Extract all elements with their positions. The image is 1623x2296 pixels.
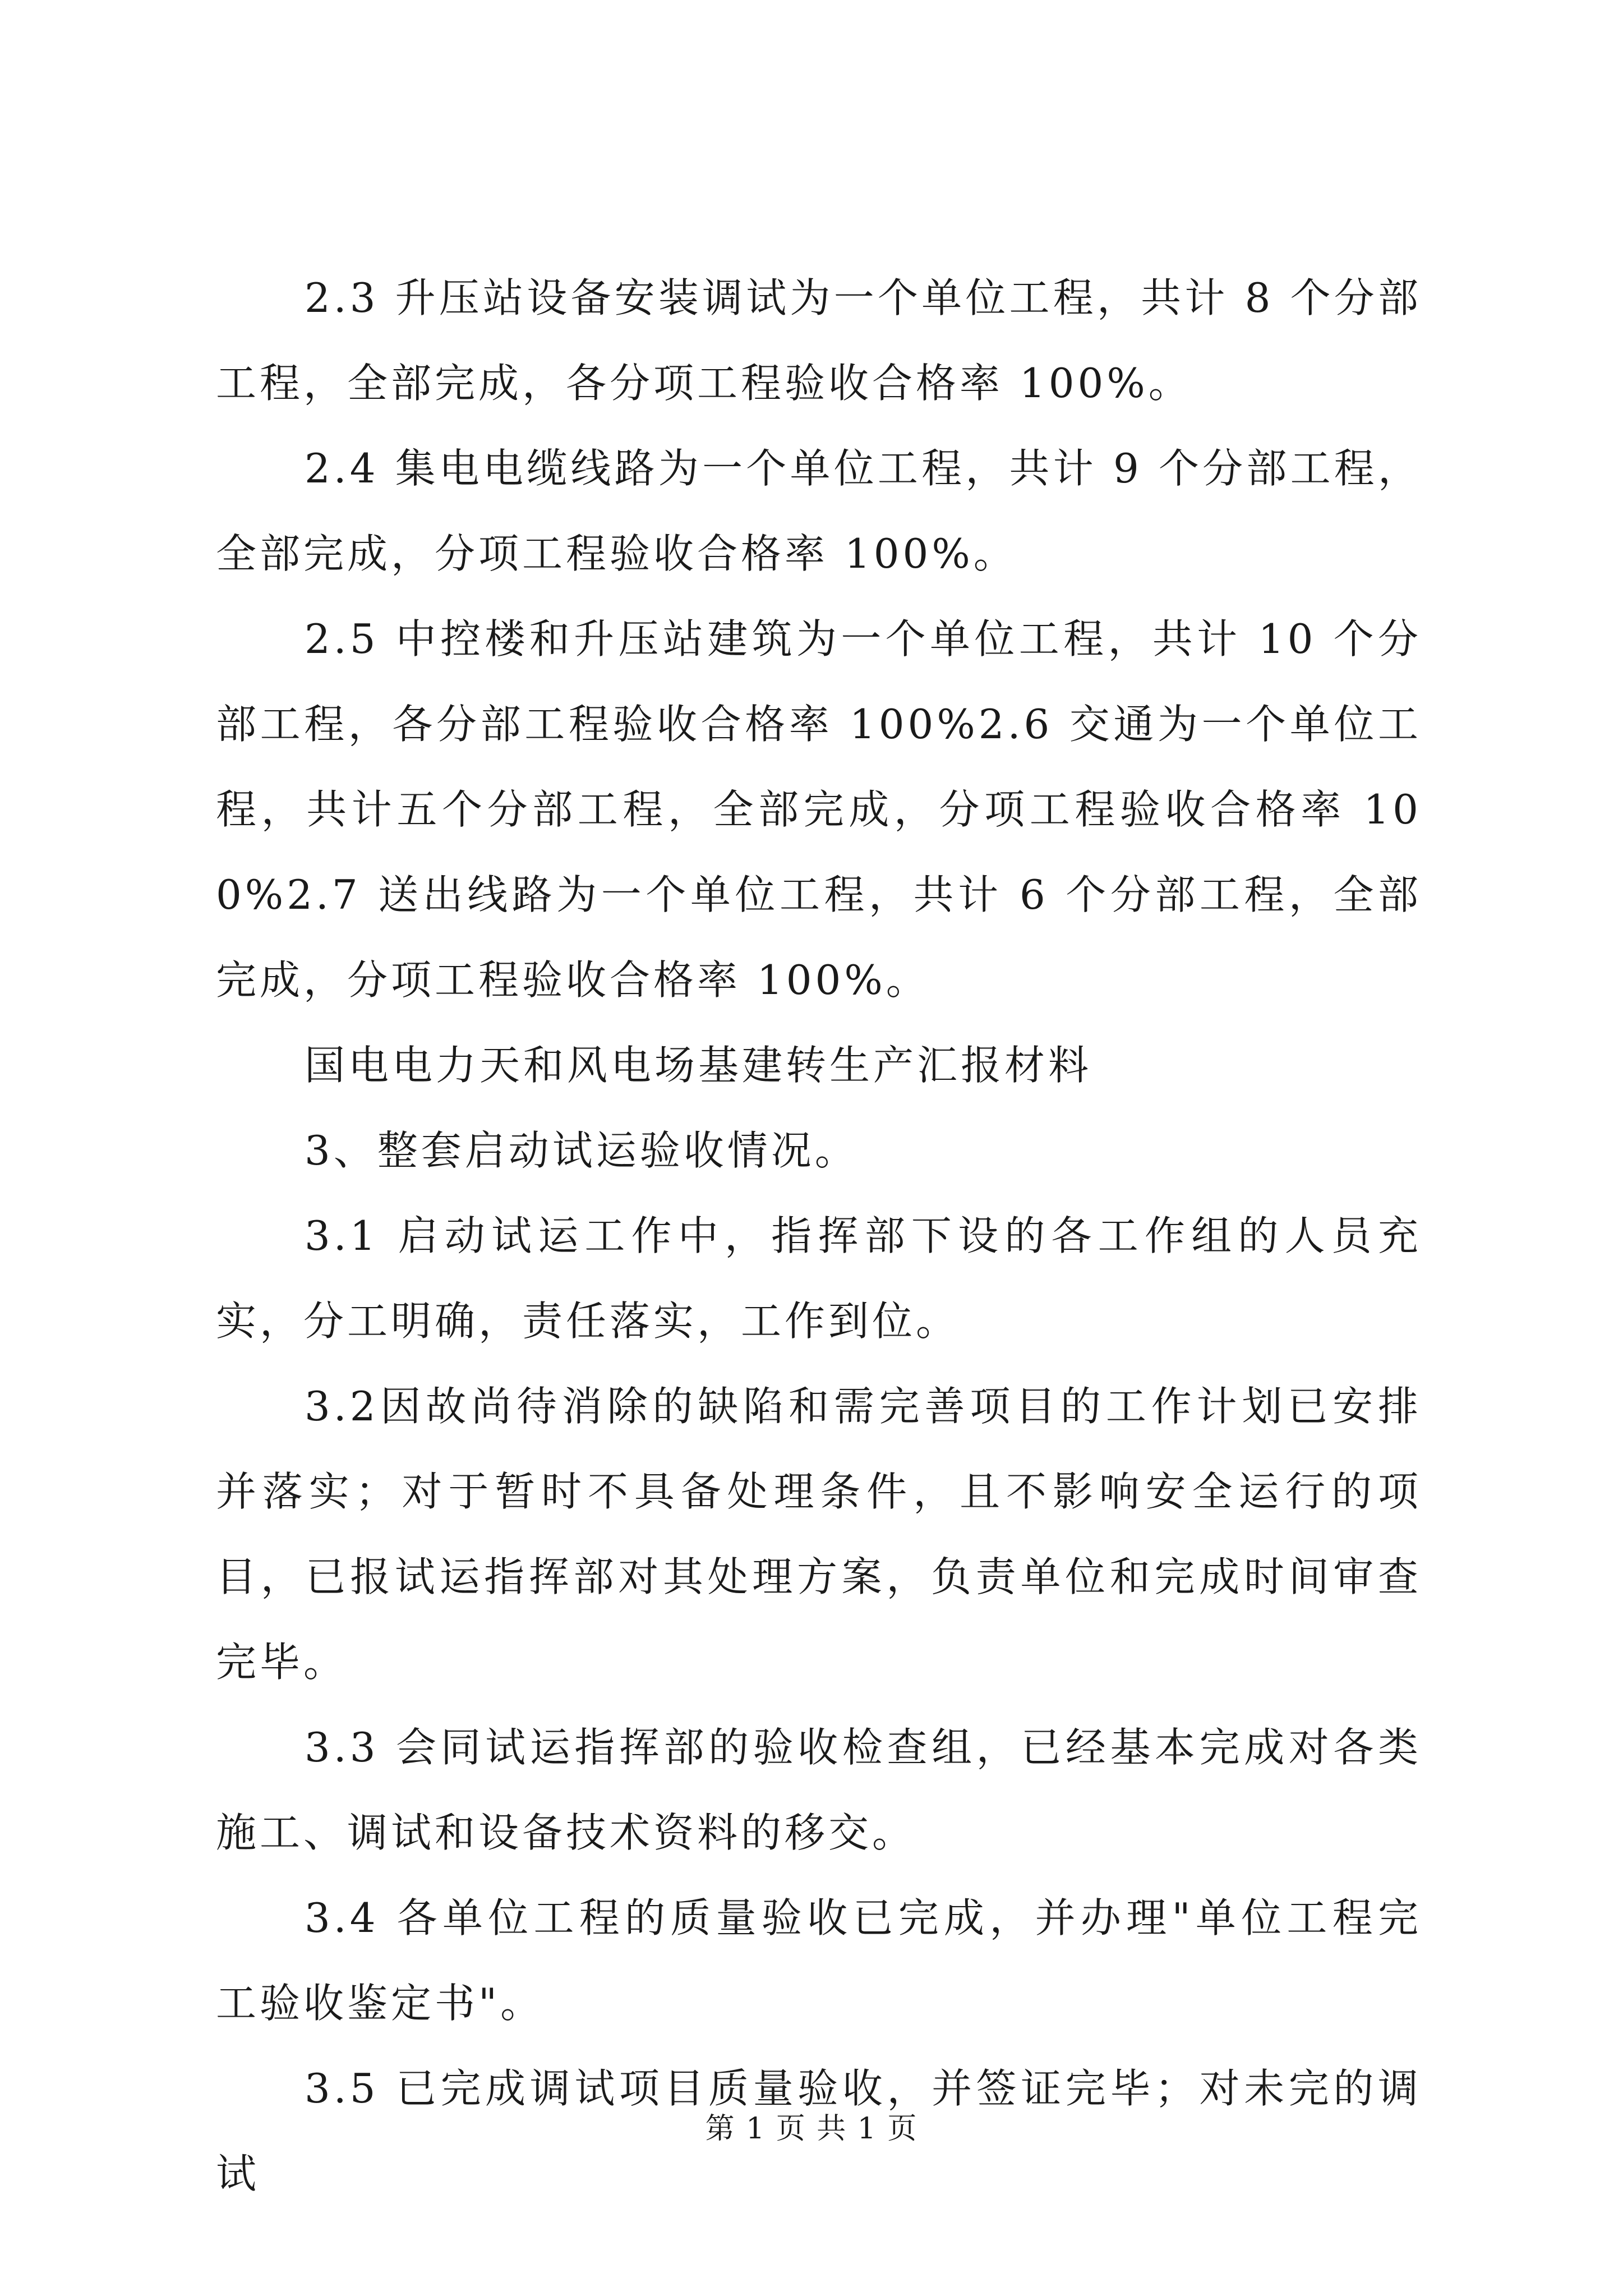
paragraph-3-5: 3.5 已完成调试项目质量验收，并签证完毕；对未完的调试 <box>216 2065 1422 2197</box>
paragraph-2-4: 2.4 集电电缆线路为一个单位工程，共计 9 个分部工程，全部完成，分项工程验收合格率 100%。 <box>216 445 1422 577</box>
document-body <box>216 255 1422 2216</box>
heading-section-3: 3、整套启动试运验收情况。 <box>305 1127 859 1174</box>
paragraph-3-1: 3.1 启动试运工作中，指挥部下设的各工作组的人员充实，分工明确，责任落实，工作到位。 <box>216 1212 1422 1345</box>
paragraph-2-3: 2.3 升压站设备安装调试为一个单位工程，共计 8 个分部工程，全部完成，各分项工程验收合格率 100%。 <box>216 274 1422 407</box>
page-footer: 第 1 页 共 1 页 <box>705 2112 918 2146</box>
paragraph-3-3: 3.3 会同试运指挥部的验收检查组，已经基本完成对各类施工、调试和设备技术资料的移交。 <box>216 1724 1422 1856</box>
paragraph-3-2: 3.2因故尚待消除的缺陷和需完善项目的工作计划已安排并落实；对于暂时不具备处理条件，且不影响安全运行的项目，已报试运指挥部对其处理方案，负责单位和完成时间审查完毕。 <box>216 1383 1422 1686</box>
paragraph-3-4: 3.4 各单位工程的质量验收已完成，并办理"单位工程完工验收鉴定书"。 <box>216 1894 1422 2027</box>
section-title-line: 国电电力天和风电场基建转生产汇报材料 <box>305 1042 1092 1089</box>
paragraph-2-5: 2.5 中控楼和升压站建筑为一个单位工程，共计 10 个分部工程，各分部工程验收合格率 100%2.6 交通为一个单位工程，共计五个分部工程，全部完成，分项工程验收合格率 100%2.7 送出线路为一个单位工程，共计 6 个分部工程，全部完成，分项工程验收合格率 100%。 <box>216 615 1422 1004</box>
